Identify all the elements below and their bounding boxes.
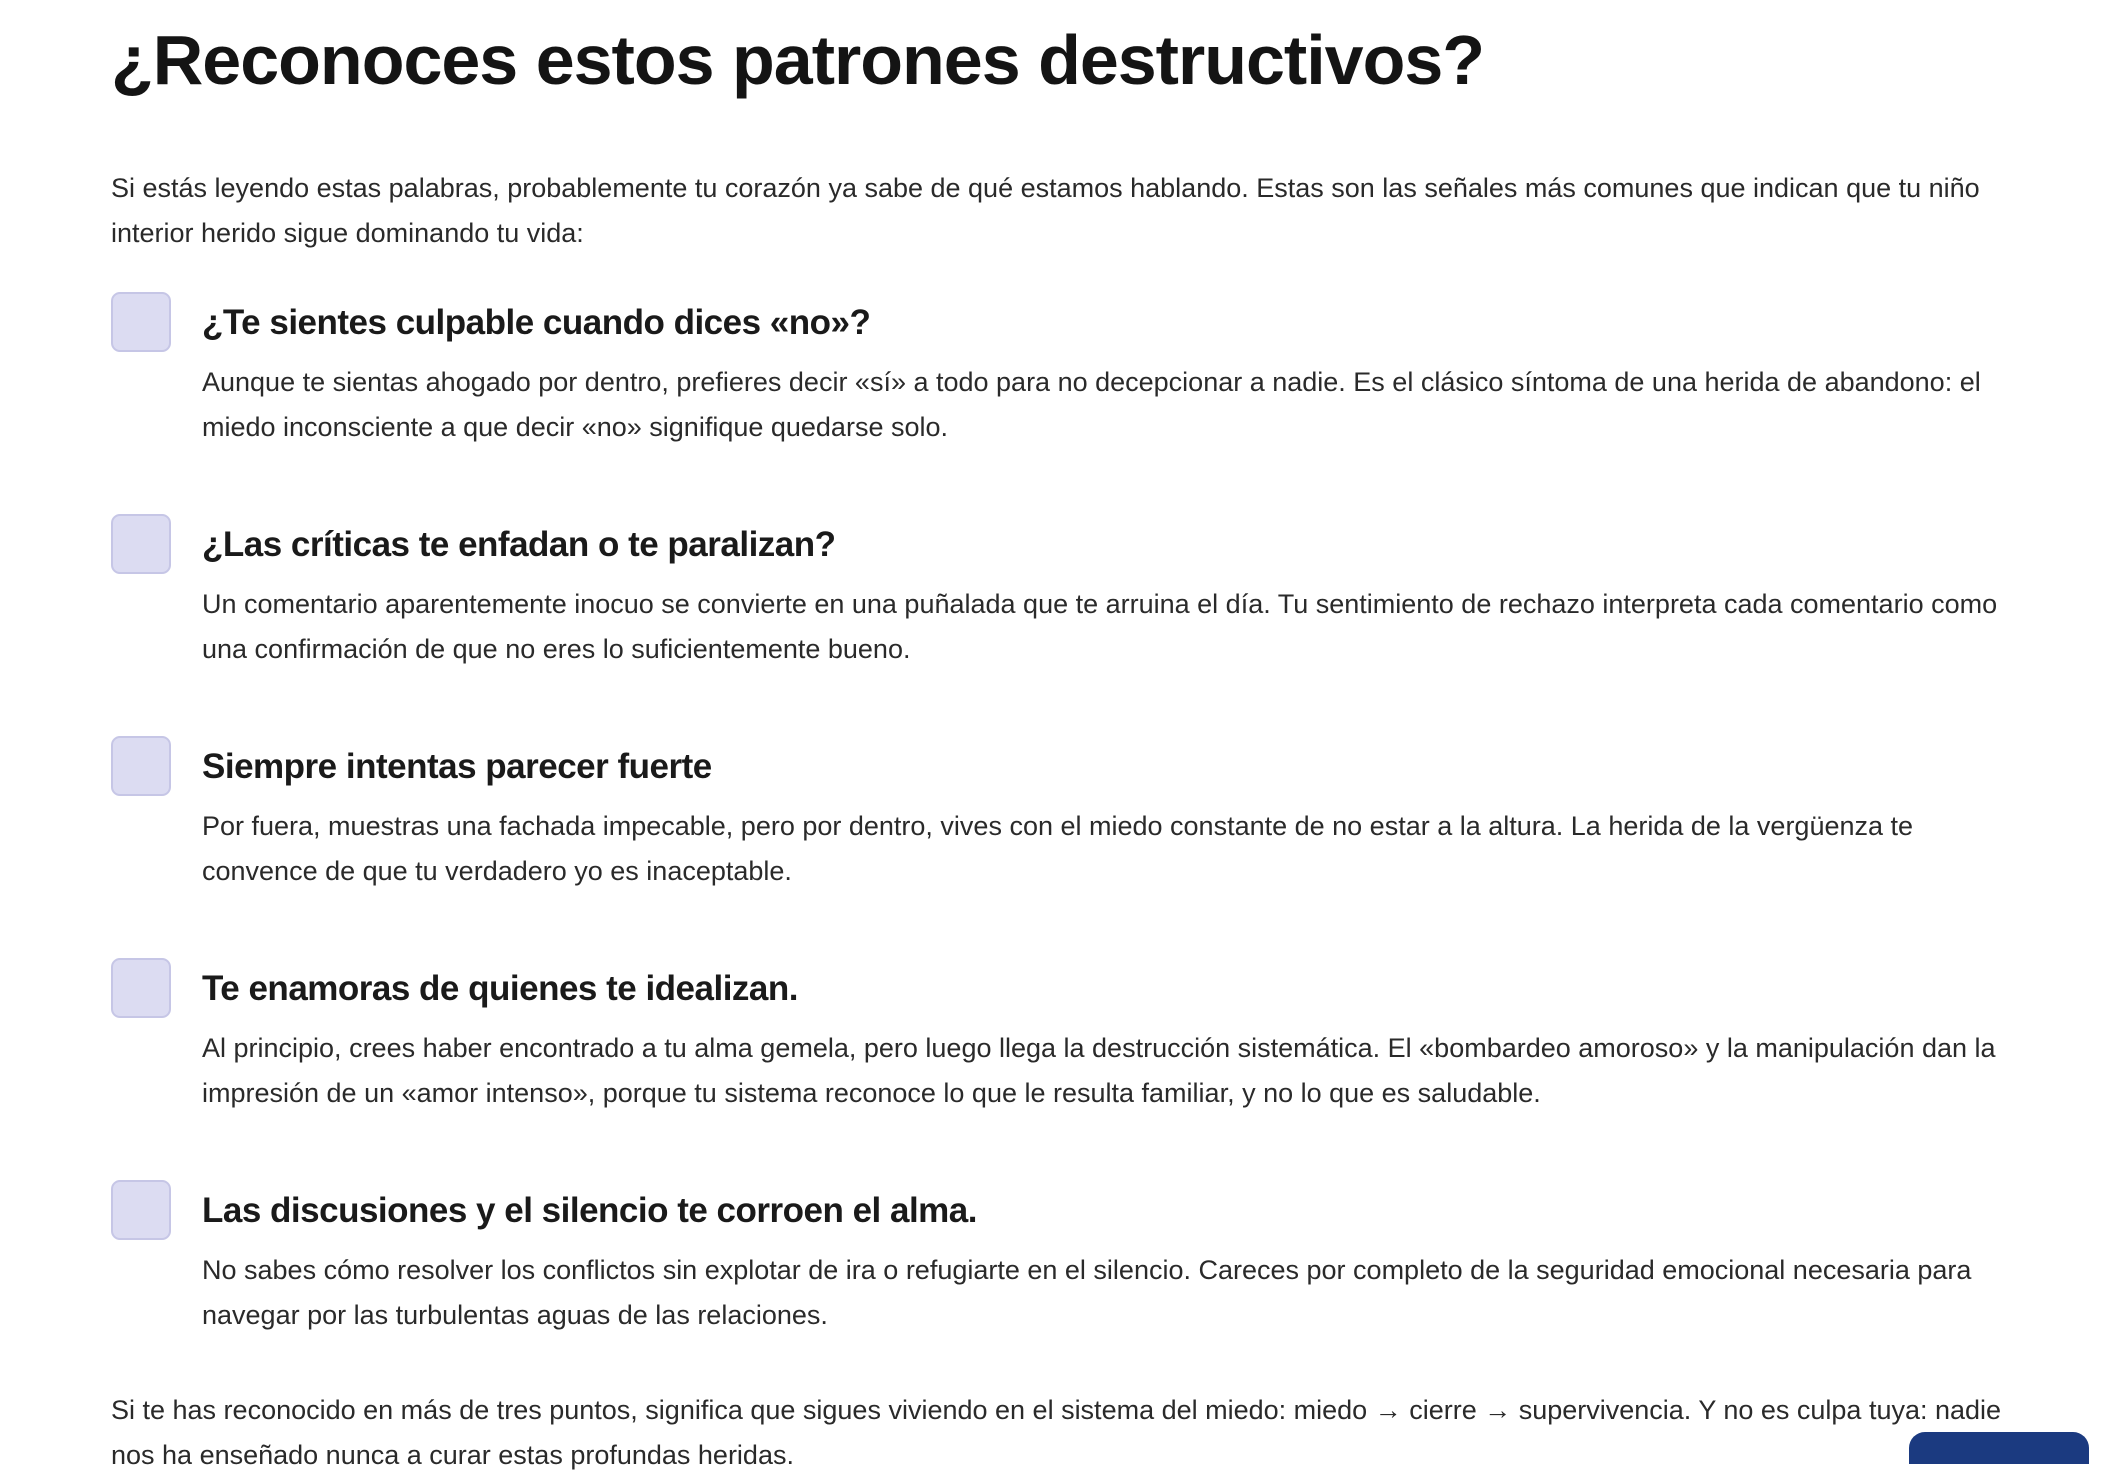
checklist-checkbox[interactable] <box>111 514 171 574</box>
checklist-item-description: Al principio, crees haber encontrado a tu alma gemela, pero luego llega la destrucción sistemática. El «bombardeo amoroso» y la manipulación dan la impresión de un «amor intenso», porque tu sistema reconoce lo que le resulta familiar, y no lo que es saludable. <box>202 1033 1996 1108</box>
checklist-item-title: Las discusiones y el silencio te corroen el alma. <box>202 1191 977 1230</box>
checklist-item <box>111 292 2011 450</box>
article <box>111 0 2011 1478</box>
checklist-item <box>111 1180 2011 1338</box>
checklist-checkbox[interactable] <box>111 292 171 352</box>
checklist-item <box>111 736 2011 894</box>
checklist-item-title: ¿Te sientes culpable cuando dices «no»? <box>202 303 871 342</box>
checklist-item-title: Te enamoras de quienes te idealizan. <box>202 969 799 1008</box>
checklist-item-description: Un comentario aparentemente inocuo se convierte en una puñalada que te arruina el día. Tu sentimiento de rechazo interpreta cada comentario como una confirmación de que no eres lo suficientemente bueno. <box>202 589 1998 664</box>
checklist-checkbox[interactable] <box>111 958 171 1018</box>
checklist-item-description: Por fuera, muestras una fachada impecable, pero por dentro, vives con el miedo constante de no estar a la altura. La herida de la vergüenza te convence de que tu verdadero yo es inaceptable. <box>202 811 1914 886</box>
pattern-checklist <box>111 292 2011 1338</box>
outro-paragraph: Si te has reconocido en más de tres puntos, significa que sigues viviendo en el sistema del miedo: miedo → cierre → supervivencia. Y no es culpa tuya: nadie nos ha enseñado nunca a curar estas profundas heridas. <box>111 1395 2002 1470</box>
intro-paragraph: Si estás leyendo estas palabras, probablemente tu corazón ya sabe de qué estamos hablando. Estas son las señales más comunes que indican que tu niño interior herido sigue dominando tu vida: <box>111 173 1980 248</box>
checklist-checkbox[interactable] <box>111 736 171 796</box>
checklist-item-description: No sabes cómo resolver los conflictos sin explotar de ira o refugiarte en el silencio. Careces por completo de la seguridad emocional necesaria para navegar por las turbulentas aguas de las relaciones. <box>202 1255 1972 1330</box>
checklist-item <box>111 958 2011 1116</box>
page-title: ¿Reconoces estos patrones destructivos? <box>111 21 1485 99</box>
corner-action-button[interactable] <box>1909 1432 2089 1464</box>
checklist-item-title: ¿Las críticas te enfadan o te paralizan? <box>202 525 836 564</box>
checklist-checkbox[interactable] <box>111 1180 171 1240</box>
checklist-item-description: Aunque te sientas ahogado por dentro, prefieres decir «sí» a todo para no decepcionar a nadie. Es el clásico síntoma de una herida de abandono: el miedo inconsciente a que decir «no» signifique quedarse solo. <box>202 367 1981 442</box>
checklist-item-title: Siempre intentas parecer fuerte <box>202 747 712 786</box>
checklist-item <box>111 514 2011 672</box>
